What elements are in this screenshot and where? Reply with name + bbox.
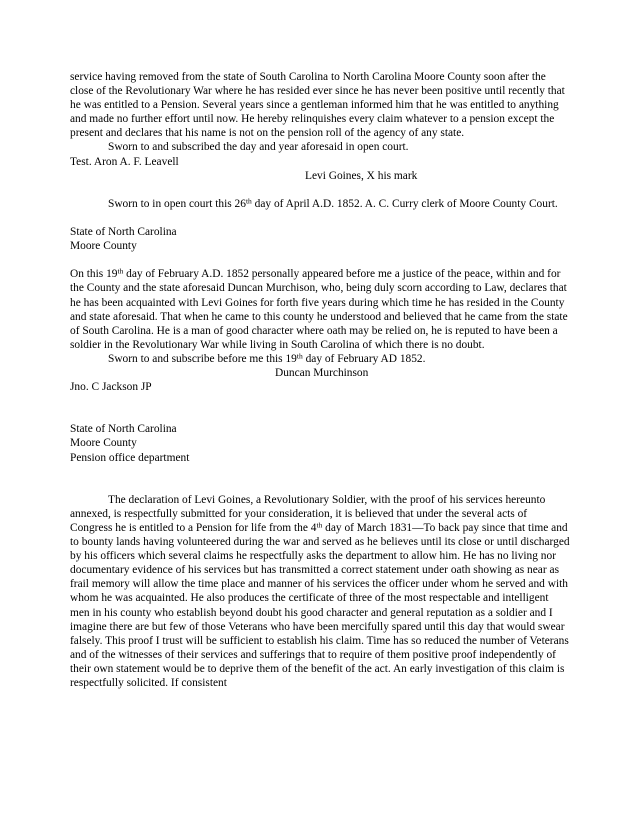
heading-pension-office-department: Pension office department	[70, 451, 190, 464]
ordinal-suffix-icon: th	[117, 266, 124, 276]
ordinal-suffix-icon: th	[245, 196, 252, 206]
spacer	[70, 183, 570, 197]
clerk-certification-text-post: day of April A.D. 1852. A. C. Curry clerk of Moore County Court.	[251, 197, 558, 210]
signature-duncan-murchinson: Duncan Murchinson	[275, 366, 369, 379]
paragraph-opening-continuation: service having removed from the state of South Carolina to North Carolina Moore County soon after the close of the Revolutionary War where he has resided ever since he has never been positive until recently that he was entitled to a Pension. Several years since a gentleman informed him that he was entitled to anything and made no further effort until now. He hereby relinquishes every claim whatever to a pension except the present and declares that his name is not on the pension roll of the agency of any state.	[70, 71, 565, 140]
spacer	[70, 465, 570, 479]
affidavit-text-post: day of February A.D. 1852 personally appeared before me a justice of the peace, within and for the County and the state aforesaid Duncan Murchison, who, being duly scorn according to Law, declares that he has been acquainted with Levi Goines for forth five years during which time he has resided in the County and state aforesaid. That when he came to this county he understood and believed that he came from the state of South Carolina. He is a man of good character where oath may be relied on, he is reputed to have been a soldier in the Revolutionary War while living in South Carolina of which there is no doubt.	[70, 268, 568, 351]
spacer	[70, 479, 570, 493]
declaration-text-pre: The declaration of Levi Goines, a Revolutionary Soldier, with the proof of his services hereunto annexed, is respectfully submitted for your consideration, it is believed that under the several acts of Congress he is entitled to a Pension for life from the 4	[70, 493, 546, 534]
document-text-body	[70, 70, 570, 690]
line-sworn-open-court: Sworn to and subscribed the day and year aforesaid in open court.	[108, 141, 409, 154]
spacer	[70, 211, 570, 225]
line-affidavit-sworn-statement	[70, 352, 570, 366]
heading-state-north-carolina-2: State of North Carolina	[70, 423, 177, 436]
ordinal-suffix-icon: th	[296, 351, 303, 361]
line-witness-test: Test. Aron A. F. Leavell	[70, 155, 179, 168]
heading-state-north-carolina-1: State of North Carolina	[70, 226, 177, 239]
signature-levi-goines-mark: Levi Goines, X his mark	[305, 169, 418, 182]
spacer	[70, 408, 570, 422]
affidavit-text-pre: On this 19	[70, 268, 118, 281]
affidavit-sworn-text-pre: Sworn to and subscribe before me this 19	[108, 352, 297, 365]
clerk-certification-text-pre: Sworn to in open court this 26	[108, 197, 246, 210]
paragraph-murchison-affidavit	[70, 267, 570, 352]
heading-moore-county-1: Moore County	[70, 240, 137, 253]
spacer	[70, 394, 570, 408]
affidavit-sworn-text-post: day of February AD 1852.	[302, 352, 426, 365]
paragraph-declaration-of-levi-goines	[70, 493, 570, 690]
declaration-text-post: day of March 1831—To back pay since that time and to bounty lands having volunteered during the war and served as he believes until its close or until discharged by his officers which several claims he respectfully asks the department to allow him. He has no living nor documentary evidence of his services but has transmitted a correct statement under oath showing as near as frail memory will allow the time place and manner of his services the officer under whom he served and with whom he was acquainted. He also produces the certificate of three of the most respectable and intelligent men in his county who establish beyond doubt his good character and general reputation as a soldier and I imagine there are but few of those Veterans who have been mercifully spared until this day that would swear falsely. This proof I trust will be sufficient to establish his claim. Time has so reduced the number of Veterans and of the witnesses of their services and sufferings that to require of them positive proof independently of their own statement would be to deprive them of the benefit of the act. An early investigation of this claim is respectfully solicited. If consistent	[70, 522, 570, 690]
heading-moore-county-2: Moore County	[70, 437, 137, 450]
signature-justice-of-peace: Jno. C Jackson JP	[70, 381, 152, 394]
ordinal-suffix-icon: th	[316, 520, 323, 530]
spacer	[70, 253, 570, 267]
paragraph-clerk-certification	[70, 197, 570, 211]
